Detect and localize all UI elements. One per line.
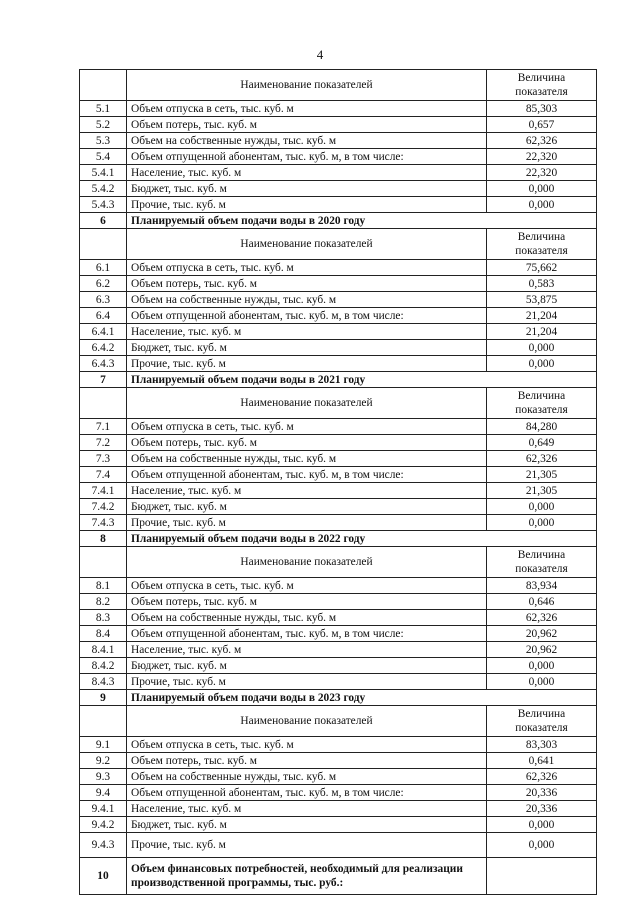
row-name: Объем отпуска в сеть, тыс. куб. м	[127, 260, 487, 276]
row-number: 5.1	[80, 101, 127, 117]
table-row	[80, 340, 597, 356]
row-number: 6.4.3	[80, 356, 127, 372]
row-value: 21,204	[487, 324, 597, 340]
header-value: Величина показателя	[487, 706, 597, 737]
row-number: 7.4.3	[80, 515, 127, 531]
indicators-table	[79, 69, 597, 895]
row-value: 0,000	[487, 658, 597, 674]
section-title-row	[80, 531, 597, 547]
row-number: 6.3	[80, 292, 127, 308]
section-number: 7	[80, 372, 127, 388]
header-name: Наименование показателей	[127, 229, 487, 260]
final-section-row	[80, 858, 597, 895]
row-name: Население, тыс. куб. м	[127, 801, 487, 817]
table-row	[80, 117, 597, 133]
row-name: Объем потерь, тыс. куб. м	[127, 594, 487, 610]
header-number-cell	[80, 229, 127, 260]
section-title: Планируемый объем подачи воды в 2023 году	[127, 690, 597, 706]
table-row	[80, 499, 597, 515]
header-row	[80, 229, 597, 260]
row-value: 0,000	[487, 197, 597, 213]
table-row	[80, 356, 597, 372]
header-number-cell	[80, 547, 127, 578]
section-title-row	[80, 372, 597, 388]
row-value: 62,326	[487, 451, 597, 467]
row-value: 0,649	[487, 435, 597, 451]
row-value: 62,326	[487, 133, 597, 149]
row-value: 0,657	[487, 117, 597, 133]
row-name: Объем потерь, тыс. куб. м	[127, 276, 487, 292]
row-number: 8.4	[80, 626, 127, 642]
row-value: 62,326	[487, 769, 597, 785]
row-value: 0,583	[487, 276, 597, 292]
row-value: 20,962	[487, 626, 597, 642]
header-row	[80, 706, 597, 737]
section-title: Планируемый объем подачи воды в 2021 году	[127, 372, 597, 388]
row-value: 0,641	[487, 753, 597, 769]
row-name: Объем потерь, тыс. куб. м	[127, 435, 487, 451]
header-name: Наименование показателей	[127, 706, 487, 737]
table-row	[80, 276, 597, 292]
row-name: Прочие, тыс. куб. м	[127, 674, 487, 690]
row-value: 85,303	[487, 101, 597, 117]
row-name: Прочие, тыс. куб. м	[127, 197, 487, 213]
row-name: Объем отпуска в сеть, тыс. куб. м	[127, 419, 487, 435]
section-number: 9	[80, 690, 127, 706]
row-number: 6.4	[80, 308, 127, 324]
table-row	[80, 451, 597, 467]
row-value: 0,000	[487, 833, 597, 858]
row-name: Объем на собственные нужды, тыс. куб. м	[127, 292, 487, 308]
table-row	[80, 769, 597, 785]
table-row	[80, 658, 597, 674]
table-row	[80, 292, 597, 308]
row-number: 8.4.3	[80, 674, 127, 690]
table-row	[80, 578, 597, 594]
section-title-row	[80, 213, 597, 229]
row-value: 20,962	[487, 642, 597, 658]
section-title: Планируемый объем подачи воды в 2020 году	[127, 213, 597, 229]
row-value: 0,000	[487, 499, 597, 515]
section-title-row	[80, 690, 597, 706]
row-name: Бюджет, тыс. куб. м	[127, 181, 487, 197]
table-row	[80, 419, 597, 435]
table-row	[80, 801, 597, 817]
row-name: Объем на собственные нужды, тыс. куб. м	[127, 610, 487, 626]
row-value: 0,000	[487, 817, 597, 833]
row-name: Объем потерь, тыс. куб. м	[127, 753, 487, 769]
row-value: 0,000	[487, 674, 597, 690]
row-number: 5.2	[80, 117, 127, 133]
row-name: Объем отпуска в сеть, тыс. куб. м	[127, 578, 487, 594]
row-name: Объем на собственные нужды, тыс. куб. м	[127, 451, 487, 467]
row-number: 9.4	[80, 785, 127, 801]
table-row	[80, 260, 597, 276]
row-number: 9.4.1	[80, 801, 127, 817]
row-number: 8.4.2	[80, 658, 127, 674]
row-value	[487, 858, 597, 895]
row-name: Объем отпуска в сеть, тыс. куб. м	[127, 101, 487, 117]
section-title: Объем финансовых потребностей, необходимый для реализации производственной программы, тыс. руб.:	[127, 858, 487, 895]
row-value: 21,305	[487, 483, 597, 499]
row-value: 75,662	[487, 260, 597, 276]
table-row	[80, 515, 597, 531]
row-number: 9.4.2	[80, 817, 127, 833]
header-value: Величина показателя	[487, 229, 597, 260]
header-row	[80, 388, 597, 419]
row-value: 21,204	[487, 308, 597, 324]
section-number: 10	[80, 858, 127, 895]
table-row	[80, 642, 597, 658]
row-number: 7.4	[80, 467, 127, 483]
row-value: 22,320	[487, 149, 597, 165]
row-name: Объем отпущенной абонентам, тыс. куб. м, в том числе:	[127, 308, 487, 324]
row-name: Бюджет, тыс. куб. м	[127, 658, 487, 674]
header-value: Величина показателя	[487, 70, 597, 101]
table-row	[80, 197, 597, 213]
row-number: 6.4.2	[80, 340, 127, 356]
row-number: 5.3	[80, 133, 127, 149]
table-row	[80, 133, 597, 149]
table-row	[80, 674, 597, 690]
row-number: 7.1	[80, 419, 127, 435]
table-row	[80, 483, 597, 499]
row-name: Объем отпущенной абонентам, тыс. куб. м, в том числе:	[127, 785, 487, 801]
row-name: Объем отпущенной абонентам, тыс. куб. м, в том числе:	[127, 149, 487, 165]
row-name: Объем на собственные нужды, тыс. куб. м	[127, 133, 487, 149]
row-value: 0,000	[487, 356, 597, 372]
section-title: Планируемый объем подачи воды в 2022 году	[127, 531, 597, 547]
table-row	[80, 435, 597, 451]
header-value: Величина показателя	[487, 547, 597, 578]
row-number: 8.3	[80, 610, 127, 626]
row-name: Население, тыс. куб. м	[127, 483, 487, 499]
row-value: 20,336	[487, 801, 597, 817]
row-name: Объем отпущенной абонентам, тыс. куб. м, в том числе:	[127, 626, 487, 642]
row-number: 6.4.1	[80, 324, 127, 340]
header-name: Наименование показателей	[127, 70, 487, 101]
table-row	[80, 101, 597, 117]
header-row	[80, 70, 597, 101]
row-name: Население, тыс. куб. м	[127, 165, 487, 181]
row-name: Бюджет, тыс. куб. м	[127, 499, 487, 515]
row-name: Бюджет, тыс. куб. м	[127, 340, 487, 356]
table-row	[80, 753, 597, 769]
table-row	[80, 833, 597, 858]
indicators-table-body	[80, 70, 597, 895]
table-row	[80, 324, 597, 340]
row-value: 0,000	[487, 340, 597, 356]
table-row	[80, 785, 597, 801]
table-row	[80, 149, 597, 165]
row-value: 20,336	[487, 785, 597, 801]
header-name: Наименование показателей	[127, 388, 487, 419]
row-number: 7.3	[80, 451, 127, 467]
header-value: Величина показателя	[487, 388, 597, 419]
row-value: 21,305	[487, 467, 597, 483]
row-number: 5.4.3	[80, 197, 127, 213]
row-number: 9.2	[80, 753, 127, 769]
row-name: Объем отпуска в сеть, тыс. куб. м	[127, 737, 487, 753]
row-number: 9.1	[80, 737, 127, 753]
table-row	[80, 626, 597, 642]
header-number-cell	[80, 388, 127, 419]
section-number: 6	[80, 213, 127, 229]
row-name: Население, тыс. куб. м	[127, 642, 487, 658]
row-name: Прочие, тыс. куб. м	[127, 356, 487, 372]
row-name: Население, тыс. куб. м	[127, 324, 487, 340]
row-name: Объем на собственные нужды, тыс. куб. м	[127, 769, 487, 785]
row-number: 7.4.1	[80, 483, 127, 499]
table-row	[80, 308, 597, 324]
row-number: 9.4.3	[80, 833, 127, 858]
row-value: 0,646	[487, 594, 597, 610]
row-number: 5.4.2	[80, 181, 127, 197]
header-number-cell	[80, 706, 127, 737]
row-value: 83,303	[487, 737, 597, 753]
row-number: 9.3	[80, 769, 127, 785]
header-row	[80, 547, 597, 578]
row-value: 62,326	[487, 610, 597, 626]
row-value: 53,875	[487, 292, 597, 308]
row-name: Объем отпущенной абонентам, тыс. куб. м, в том числе:	[127, 467, 487, 483]
row-number: 5.4	[80, 149, 127, 165]
row-number: 5.4.1	[80, 165, 127, 181]
row-number: 7.2	[80, 435, 127, 451]
row-number: 6.2	[80, 276, 127, 292]
table-row	[80, 610, 597, 626]
row-number: 8.2	[80, 594, 127, 610]
header-name: Наименование показателей	[127, 547, 487, 578]
row-value: 0,000	[487, 515, 597, 531]
table-row	[80, 165, 597, 181]
row-value: 0,000	[487, 181, 597, 197]
row-name: Прочие, тыс. куб. м	[127, 515, 487, 531]
header-number-cell	[80, 70, 127, 101]
row-name: Объем потерь, тыс. куб. м	[127, 117, 487, 133]
row-value: 83,934	[487, 578, 597, 594]
table-row	[80, 817, 597, 833]
row-number: 8.1	[80, 578, 127, 594]
row-value: 22,320	[487, 165, 597, 181]
row-number: 8.4.1	[80, 642, 127, 658]
table-row	[80, 737, 597, 753]
row-number: 6.1	[80, 260, 127, 276]
section-number: 8	[80, 531, 127, 547]
row-value: 84,280	[487, 419, 597, 435]
row-name: Прочие, тыс. куб. м	[127, 833, 487, 858]
table-row	[80, 181, 597, 197]
table-row	[80, 594, 597, 610]
table-row	[80, 467, 597, 483]
row-name: Бюджет, тыс. куб. м	[127, 817, 487, 833]
page-number: 4	[316, 47, 324, 62]
row-number: 7.4.2	[80, 499, 127, 515]
